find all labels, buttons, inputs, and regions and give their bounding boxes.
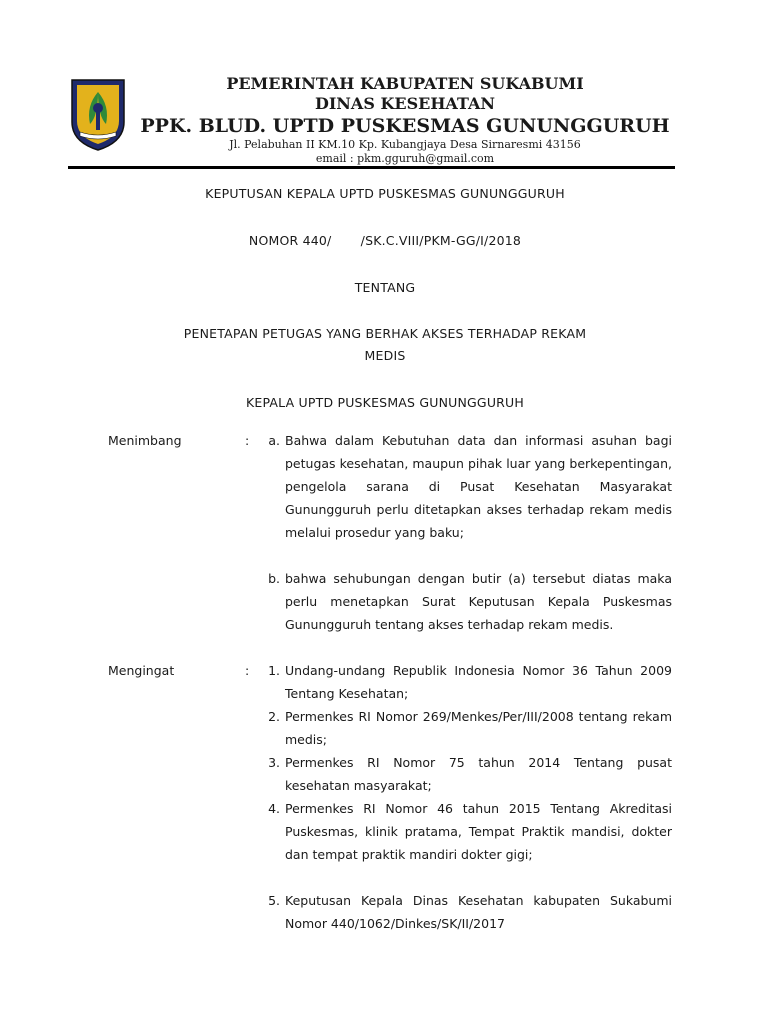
considering-label: Menimbang	[108, 433, 182, 448]
recalling-marker-2: 2.	[268, 709, 280, 724]
recalling-item-4: Permenkes RI Nomor 46 tahun 2015 Tentang Akreditasi Puskesmas, klinik pratama, Tempat Praktik mandisi, dokter dan tempat praktik mandiri dokter gigi;	[285, 801, 672, 862]
considering-marker-b: b.	[268, 571, 280, 586]
considering-colon: :	[245, 433, 250, 448]
recalling-marker-4: 4.	[268, 801, 280, 816]
email-line: email : pkm.gguruh@gmail.com	[315, 152, 495, 165]
recalling-marker-1: 1.	[268, 663, 280, 678]
recalling-marker-5: 5.	[268, 893, 280, 908]
address-line: Jl. Pelabuhan II KM.10 Kp. Kubangjaya Desa Sirnaresmi 43156	[229, 138, 581, 151]
recalling-item-3: Permenkes RI Nomor 75 tahun 2014 Tentang pusat kesehatan masyarakat;	[285, 755, 672, 793]
recalling-marker-3: 3.	[268, 755, 280, 770]
recalling-colon: :	[245, 663, 250, 678]
decree-about: TENTANG	[354, 280, 416, 295]
institution-name: PPK. BLUD. UPTD PUSKESMAS GUNUNGGURUH	[140, 115, 670, 137]
decree-number: NOMOR 440/ /SK.C.VIII/PKM-GG/I/2018	[248, 233, 522, 248]
decree-subject-line2: MEDIS	[364, 348, 406, 363]
letterhead-divider	[68, 166, 675, 169]
recalling-item-5: Keputusan Kepala Dinas Kesehatan kabupaten Sukabumi Nomor 440/1062/Dinkes/SK/II/2017	[285, 893, 672, 931]
decree-title: KEPUTUSAN KEPALA UPTD PUSKESMAS GUNUNGGURUH	[205, 186, 565, 201]
decree-authority: KEPALA UPTD PUSKESMAS GUNUNGGURUH	[245, 395, 525, 410]
sukabumi-emblem-logo	[68, 78, 128, 152]
department-name: DINAS KESEHATAN	[314, 94, 496, 113]
recalling-item-1: Undang-undang Republik Indonesia Nomor 36 Tahun 2009 Tentang Kesehatan;	[285, 663, 672, 701]
government-name: PEMERINTAH KABUPATEN SUKABUMI	[226, 74, 584, 93]
decree-subject-line1: PENETAPAN PETUGAS YANG BERHAK AKSES TERHADAP REKAM	[183, 326, 587, 341]
recalling-item-2: Permenkes RI Nomor 269/Menkes/Per/III/2008 tentang rekam medis;	[285, 709, 672, 747]
recalling-label: Mengingat	[108, 663, 175, 678]
considering-marker-a: a.	[268, 433, 280, 448]
considering-item-a: Bahwa dalam Kebutuhan data dan informasi asuhan bagi petugas kesehatan, maupun pihak luar yang berkepentingan, pengelola sarana di Pusat Kesehatan Masyarakat Gunungguruh perlu ditetapkan akses terhadap rekam medis melalui prosedur yang baku;	[285, 433, 672, 540]
letterhead	[135, 74, 675, 166]
considering-item-b: bahwa sehubungan dengan butir (a) tersebut diatas maka perlu menetapkan Surat Keputusan Kepala Puskesmas Gunungguruh tentang akses terhadap rekam medis.	[285, 571, 672, 632]
